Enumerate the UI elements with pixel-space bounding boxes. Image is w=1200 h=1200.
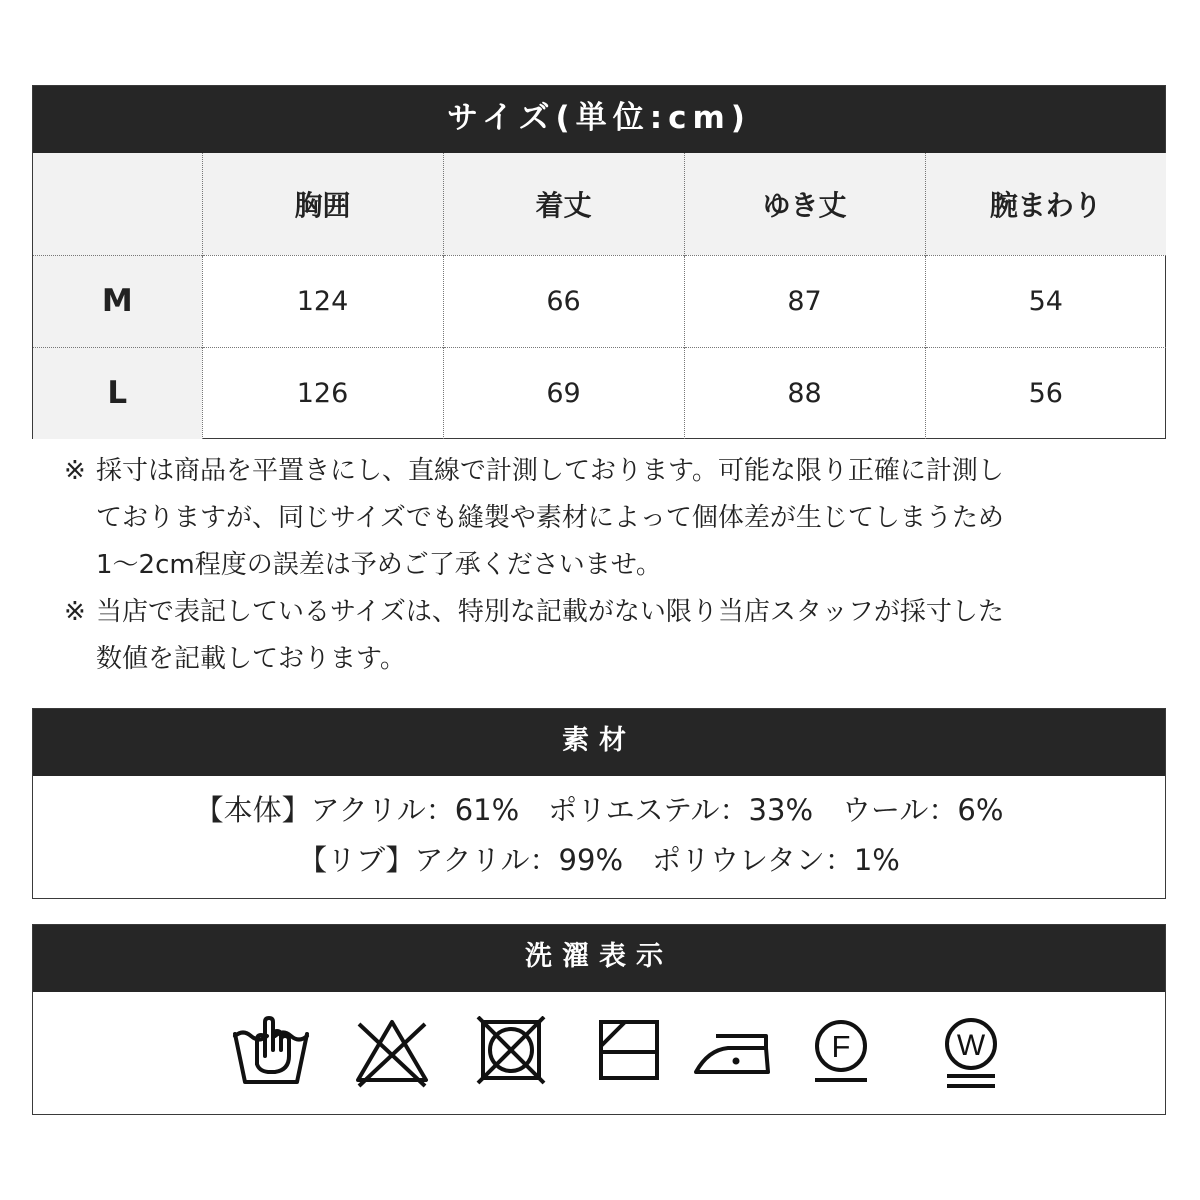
- material-line-body: 【本体】アクリル：61% ポリエステル：33% ウール：6%: [194, 793, 1004, 827]
- no-tumble-dry-icon: [472, 1016, 550, 1088]
- size-table: [33, 153, 1166, 439]
- column-header-sleeve: ゆき丈: [684, 153, 925, 255]
- measurement-notes: [64, 448, 1144, 683]
- column-header-arm: 腕まわり: [925, 153, 1166, 255]
- iron-low-icon: [692, 1016, 780, 1088]
- table-cell: 66: [443, 255, 684, 347]
- size-table-header-row: [33, 153, 1166, 255]
- table-row: [33, 347, 1166, 439]
- hand-wash-icon: [232, 1016, 310, 1088]
- table-cell: 54: [925, 255, 1166, 347]
- material-list: [33, 776, 1165, 885]
- wet-clean-w-icon: [932, 1016, 1010, 1092]
- table-cell: 124: [202, 255, 443, 347]
- row-label: L: [33, 347, 202, 439]
- dry-clean-f-icon: [802, 1016, 880, 1088]
- size-section-title: サイズ(単位:cm): [33, 86, 1165, 153]
- size-section: [32, 85, 1166, 439]
- note-line: 当店で表記しているサイズは、特別な記載がない限り当店スタッフが採寸した: [96, 597, 1004, 627]
- size-table-corner: [33, 153, 202, 255]
- no-bleach-icon: [353, 1016, 431, 1088]
- table-cell: 126: [202, 347, 443, 439]
- note-line: 採寸は商品を平置きにし、直線で計測しております。可能な限り正確に計測し: [96, 456, 1004, 486]
- note-mark: ※: [64, 597, 86, 627]
- note-measurement: [64, 448, 1144, 589]
- svg-text:F: F: [831, 1029, 851, 1064]
- note-line: ておりますが、同じサイズでも縫製や素材によって個体差が生じてしまうため: [96, 503, 1004, 533]
- table-cell: 69: [443, 347, 684, 439]
- table-row: [33, 255, 1166, 347]
- note-line: 数値を記載しております。: [96, 644, 406, 674]
- note-mark: ※: [64, 456, 86, 486]
- care-section: [32, 924, 1166, 1115]
- line-dry-shade-icon: [590, 1016, 668, 1088]
- material-section: [32, 708, 1166, 899]
- column-header-length: 着丈: [443, 153, 684, 255]
- material-section-title: 素材: [33, 709, 1165, 776]
- care-icons: [33, 992, 1165, 1114]
- care-section-title: 洗濯表示: [33, 925, 1165, 992]
- column-header-chest: 胸囲: [202, 153, 443, 255]
- table-cell: 87: [684, 255, 925, 347]
- row-label: M: [33, 255, 202, 347]
- svg-text:W: W: [956, 1029, 986, 1062]
- material-line-rib: 【リブ】アクリル：99% ポリウレタン：1%: [298, 843, 900, 877]
- note-shop-measure: [64, 589, 1144, 683]
- note-line: 1～2cm程度の誤差は予めご了承くださいませ。: [96, 550, 662, 580]
- table-cell: 88: [684, 347, 925, 439]
- table-cell: 56: [925, 347, 1166, 439]
